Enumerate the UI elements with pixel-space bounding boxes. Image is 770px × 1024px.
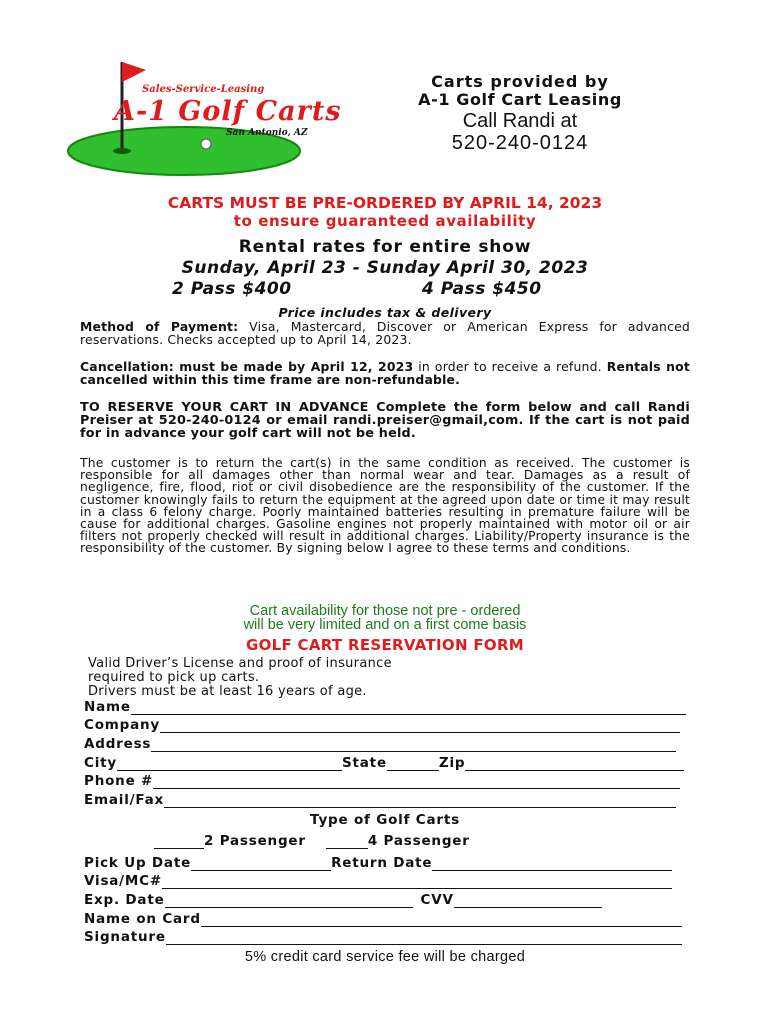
visa-label: Visa/MC# <box>84 873 162 889</box>
address-label: Address <box>84 736 152 752</box>
provider-name: A-1 Golf Cart Leasing <box>418 90 622 109</box>
signature-field[interactable] <box>166 931 682 945</box>
city-field[interactable] <box>117 757 342 771</box>
terms-paragraph: The customer is to return the cart(s) in the same condition as received. The customer is responsible for all damages other than normal wear and tear. Damages as a result of negligence, fire, flood, riot or civil disobedience are the responsibility of the customer. If the customer knowingly fails to return the equipment at the agreed upon date or time it may result in a class 6 felony charge. Poorly maintained batteries resulting in premature failure will be cause for additional charges. Gasoline engines not properly maintained with motor oil or air filters not properly checked will result in additional charges. Liability/Property insurance is the responsibility of the customer. By signing below I agree to these terms and conditions. <box>80 456 690 556</box>
zip-field[interactable] <box>465 757 684 771</box>
provided-by-line: Carts provided by <box>431 72 609 91</box>
cart-type-title: Type of Golf Carts <box>310 812 460 828</box>
name-row <box>84 696 686 715</box>
form-title: GOLF CART RESERVATION FORM <box>245 636 525 654</box>
preorder-deadline: CARTS MUST BE PRE-ORDERED BY APRIL 14, 2023 <box>167 194 603 212</box>
cvv-field[interactable] <box>454 894 602 908</box>
signature-row <box>84 926 682 945</box>
return-label: Return Date <box>331 855 433 871</box>
preorder-subline: to ensure guaranteed availability <box>233 212 537 230</box>
address-row <box>84 733 676 752</box>
payment-paragraph <box>80 321 690 346</box>
call-line: Call Randi at <box>462 110 578 132</box>
pickup-field[interactable] <box>191 857 331 871</box>
company-label: Company <box>84 717 161 733</box>
exp-field[interactable] <box>165 894 413 908</box>
address-field[interactable] <box>151 738 676 752</box>
email-row <box>84 789 676 808</box>
exp-cvv-row <box>84 889 602 908</box>
company-field[interactable] <box>160 719 680 733</box>
cancellation-text: in order to receive a refund. <box>413 359 607 374</box>
reserve-paragraph: TO RESERVE YOUR CART IN ADVANCE Complete the form below and call Randi Preiser at 520-240-0124 or email randi.preiser@gmail,com. If the cart is not paid for in advance your golf cart will not be held. <box>80 400 690 441</box>
state-field[interactable] <box>387 757 439 771</box>
requirement-license: Valid Driver’s License and proof of insurance <box>88 656 392 671</box>
availability-line-1: Cart availability for those not pre - ordered <box>249 603 521 619</box>
phone-row <box>84 770 680 789</box>
payment-label: Method of Payment: <box>80 319 239 334</box>
visa-row <box>84 870 672 889</box>
cvv-label: CVV <box>420 892 454 908</box>
dates-row <box>84 852 672 871</box>
return-field[interactable] <box>432 857 672 871</box>
state-label: State <box>342 755 387 771</box>
company-logo <box>66 56 342 176</box>
requirement-age: Drivers must be at least 16 years of age. <box>88 684 367 699</box>
two-passenger-label: 2 Passenger <box>204 833 306 849</box>
city-state-zip-row <box>84 752 684 771</box>
phone-label: Phone # <box>84 773 154 789</box>
four-passenger-field[interactable] <box>326 835 368 849</box>
cancellation-label: Cancellation: must be made by April 12, 2023 <box>80 359 414 374</box>
zip-label: Zip <box>438 755 466 771</box>
card-name-label: Name on Card <box>84 911 201 927</box>
rate-2-pass: 2 Pass $400 <box>172 279 292 299</box>
rate-4-pass: 4 Pass $450 <box>422 279 542 299</box>
card-name-field[interactable] <box>201 913 682 927</box>
city-label: City <box>84 755 117 771</box>
requirement-pickup: required to pick up carts. <box>88 670 260 685</box>
signature-label: Signature <box>84 929 166 945</box>
cancellation-paragraph <box>80 361 690 386</box>
price-includes: Price includes tax & delivery <box>278 305 492 320</box>
four-passenger-label: 4 Passenger <box>367 833 470 849</box>
phone-field[interactable] <box>153 775 680 789</box>
pickup-label: Pick Up Date <box>84 855 192 871</box>
name-label: Name <box>84 699 131 715</box>
phone-number: 520-240-0124 <box>451 132 589 154</box>
logo-location: San Antonio, AZ <box>226 128 308 138</box>
two-passenger-field[interactable] <box>154 835 204 849</box>
cancellation-nonrefund: Rentals not cancelled within this time frame are non-refundable. <box>80 359 690 387</box>
company-row <box>84 714 680 733</box>
email-label: Email/Fax <box>84 792 165 808</box>
exp-label: Exp. Date <box>84 892 165 908</box>
logo-brand: A-1 Golf Carts <box>114 96 342 127</box>
visa-field[interactable] <box>162 875 672 889</box>
rates-title: Rental rates for entire show <box>238 237 532 257</box>
rates-dates: Sunday, April 23 - Sunday April 30, 2023 <box>181 258 589 278</box>
card-name-row <box>84 908 682 927</box>
payment-text: Visa, Mastercard, Discover or American Express for advanced reservations. Checks accepted up to April 14, 2023. <box>80 319 690 347</box>
email-field[interactable] <box>164 794 676 808</box>
service-fee-note: 5% credit card service fee will be charged <box>244 949 526 965</box>
cart-type-row <box>154 830 574 849</box>
logo-tagline: Sales-Service-Leasing <box>142 84 265 95</box>
availability-line-2: will be very limited and on a first come basis <box>243 617 527 633</box>
name-field[interactable] <box>131 701 686 715</box>
